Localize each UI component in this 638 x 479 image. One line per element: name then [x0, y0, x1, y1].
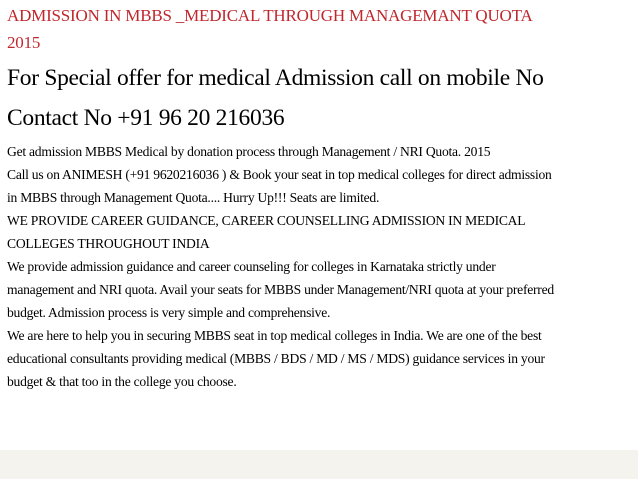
offer-heading: For Special offer for medical Admission call on mobile No — [7, 65, 544, 91]
body-line: We provide admission guidance and career counseling for colleges in Karnataka strictly under — [7, 259, 496, 274]
title-line: 2015 — [7, 33, 41, 52]
body-line: in MBBS through Management Quota.... Hurry Up!!! Seats are limited. — [7, 190, 380, 205]
body-line: educational consultants providing medical (MBBS / BDS / MD / MS / MDS) guidance services in your — [7, 351, 545, 366]
body-line: budget. Admission process is very simple and comprehensive. — [7, 305, 331, 320]
body-line: budget & that too in the college you choose. — [7, 374, 237, 389]
contact-number: Contact No +91 96 20 216036 — [7, 105, 285, 131]
body-line: Get admission MBBS Medical by donation process through Management / NRI Quota. 2015 — [7, 144, 491, 159]
page-title — [7, 2, 632, 56]
footer-band — [0, 450, 638, 479]
body-line: COLLEGES THROUGHOUT INDIA — [7, 236, 210, 251]
title-line: ADMISSION IN MBBS _MEDICAL THROUGH MANAGEMANT QUOTA — [7, 6, 533, 25]
body-line: We are here to help you in securing MBBS seat in top medical colleges in India. We are one of the best — [7, 328, 542, 343]
body-text — [7, 140, 632, 393]
body-line: management and NRI quota. Avail your seats for MBBS under Management/NRI quota at your preferred — [7, 282, 554, 297]
body-line: Call us on ANIMESH (+91 9620216036 ) & Book your seat in top medical colleges for direct admission — [7, 167, 552, 182]
body-line: WE PROVIDE CAREER GUIDANCE, CAREER COUNSELLING ADMISSION IN MEDICAL — [7, 213, 526, 228]
